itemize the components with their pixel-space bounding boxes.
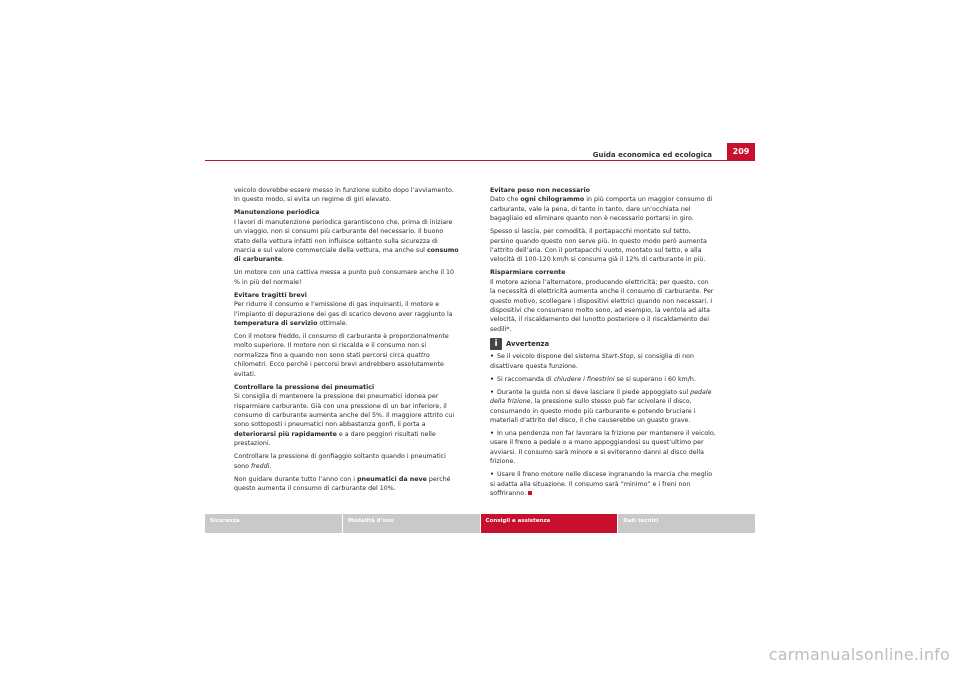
footer-nav xyxy=(205,514,755,533)
section-end-marker xyxy=(528,491,532,495)
tab-consigli-assistenza[interactable]: Consigli e assistenza xyxy=(480,514,618,533)
list-item: • Durante la guida non si deve lasciare il piede appoggiato sul pedale della frizione, la pressione sullo stesso può far scivolare il disco, consumando in questo modo più carburante e potendo bruciare i materiali d’attrito del disco, il che causerebbe un guasto grave. xyxy=(490,388,712,424)
section-heading: Evitare tragitti brevi xyxy=(234,291,307,299)
paragraph: Il motore aziona l’alternatore, producendo elettricità; per questo, con la necessità di elettricità aumenta anche il consumo di carburante. Per questo motivo, scollegare i dispositivi elettrici quando non necessari. I dispositivi che consumano molto sono, ad esempio, la ventola ad alta velocità, il riscaldamento del lunotto posteriore o il riscaldamento dei sedili*. xyxy=(490,278,714,333)
right-column xyxy=(490,186,716,502)
paragraph: Non guidare durante tutto l’anno con i pneumatici da neve perché questo aumenta il consumo di carburante del 10%. xyxy=(234,475,451,492)
section-heading: Risparmiare corrente xyxy=(490,269,566,277)
paragraph: Per ridurre il consumo e l’emissione di gas inquinanti, il motore e l’impianto di depurazione dei gas di scarico devono aver raggiunto la temperatura di servizio ottimale. xyxy=(234,301,453,328)
paragraph: Con il motore freddo, il consumo di carburante è proporzionalmente molto superiore. Il motore non si riscalda e il consumo non si normalizza fino a quando non sono stati percorsi circa quattro chilometri. Ecco perché i percorsi brevi andrebbero assolutamente evitati. xyxy=(234,333,449,378)
section-heading: Evitare peso non necessario xyxy=(490,187,591,194)
paragraph: Controllare la pressione di gonfiaggio soltanto quando i pneumatici sono freddi. xyxy=(234,453,446,470)
info-icon: i xyxy=(490,338,502,350)
section-heading: Manutenzione periodica xyxy=(234,209,320,217)
list-item: • Se il veicolo dispone del sistema Start-Stop, si consiglia di non disattivare questa funzione. xyxy=(490,353,694,370)
list-item: • In una pendenza non far lavorare la frizione per mantenere il veicolo, usare il freno a pedale o a mano appoggiandosi su quest’ultimo per avviarsi. Il consumo sarà minore e si eviteranno danni al disco della frizione. xyxy=(490,429,716,466)
left-column xyxy=(234,186,460,497)
paragraph: Dato che ogni chilogrammo in più comporta un maggior consumo di carburante, vale la pena, di tanto in tanto, dare un’occhiata nel bagagliaio ed eliminare quanto non è necessario portarsi in giro. xyxy=(490,196,713,223)
paragraph: I lavori di manutenzione periodica garantiscono che, prima di iniziare un viaggio, non si consumi più carburante del necessario. Il buono stato della vettura infatti non influisce soltanto sulla sicurezza di marcia e sul valore commerciale della vettura, ma anche sul consumo di carburante. xyxy=(234,218,459,264)
page-header-title: Guida economica ed ecologica xyxy=(592,151,712,159)
warning-title: Avvertenza xyxy=(506,339,550,348)
list-item: • Si raccomanda di chiudere i finestrini se si superano i 60 km/h. xyxy=(490,375,696,383)
watermark: carmanualsonline.info xyxy=(768,645,950,664)
section-heading: Controllare la pressione dei pneumatici xyxy=(234,383,375,391)
page-number: 209 xyxy=(727,143,755,160)
paragraph: Si consiglia di mantenere la pressione dei pneumatici idonea per risparmiare carburante. Già con una pressione di un bar inferiore, il consumo di carburante aumenta anche del 5%. Il maggiore attrito cui sono sottoposti i pneumatici non abbastanza gonfi, li porta a deteriorarsi più rapidamente e a dare peggiori risultati nelle prestazioni. xyxy=(234,393,455,448)
tab-modalita-uso[interactable]: Modalità d’uso xyxy=(342,514,480,533)
tab-dati-tecnici[interactable]: Dati tecnici xyxy=(617,514,755,533)
header-divider xyxy=(205,160,755,161)
tab-sicurezza[interactable]: Sicurezza xyxy=(205,514,342,533)
paragraph: veicolo dovrebbe essere messo in funzione subito dopo l’avviamento. In questo modo, si evita un regime di giri elevato. xyxy=(234,187,454,204)
paragraph: Un motore con una cattiva messa a punto può consumare anche il 10 % in più del normale! xyxy=(234,269,455,286)
paragraph: Spesso si lascia, per comodità, il portapacchi montato sul tetto, persino quando questo non serve più. In questo modo però aumenta l’attrito dell’aria. Con il portapacchi vuoto, montato sul tetto, e alla velocità di 100-120 km/h si consuma già il 12% di carburante in più. xyxy=(490,228,707,264)
list-item: • Usare il freno motore nelle discese ingranando la marcia che meglio si adatta alla situazione. Il consumo sarà “minimo” e i freni non soffriranno. xyxy=(490,471,713,497)
warning-header xyxy=(490,338,716,350)
